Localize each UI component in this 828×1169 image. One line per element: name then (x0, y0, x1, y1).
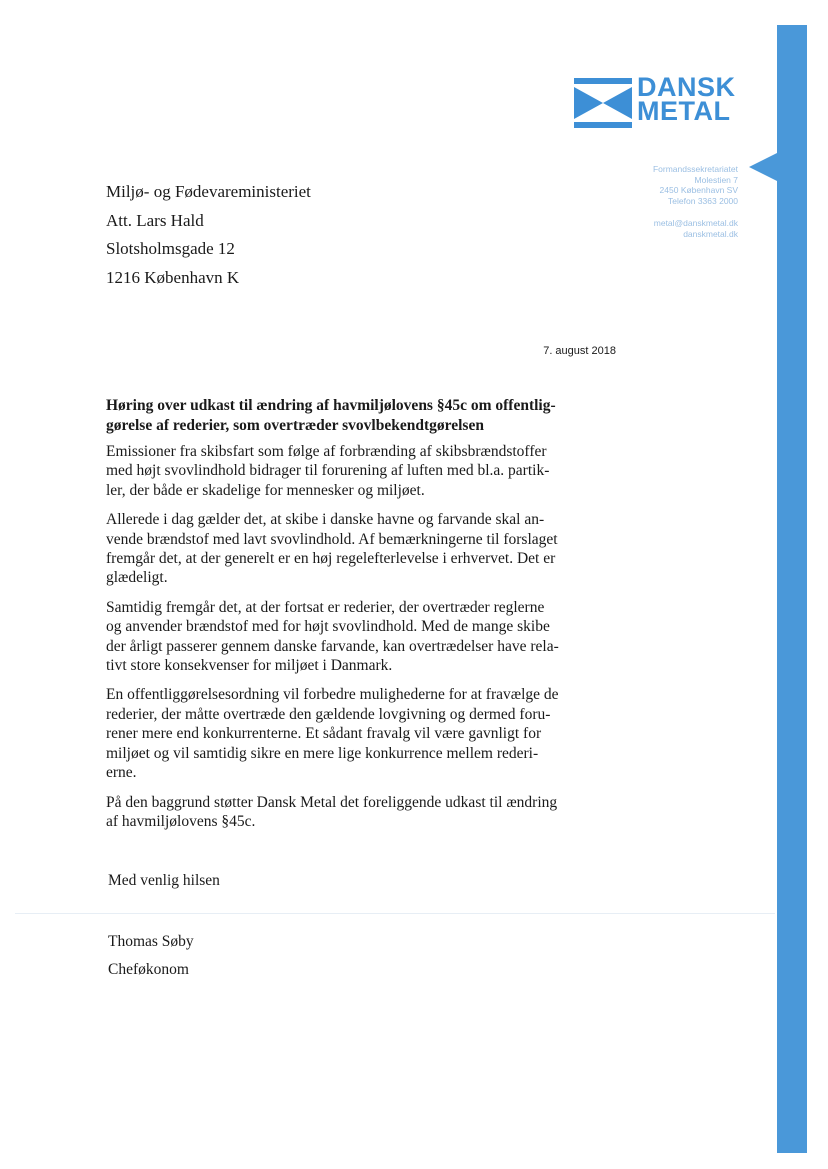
recipient-line: Miljø- og Fødevareministeriet (106, 182, 311, 201)
body-paragraph (106, 442, 618, 500)
signer-title: Cheføkonom (108, 961, 189, 978)
body-paragraph (106, 793, 618, 832)
logo-emblem-icon (574, 78, 632, 128)
body-line: med højt svovlindhold bidrager til forurening af luften med bl.a. partik- (106, 462, 550, 480)
body-line: Emissioner fra skibsfart som følge af forbrænding af skibsbrændstoffer (106, 443, 547, 460)
signature-divider (15, 913, 775, 914)
signer-block (108, 928, 194, 984)
body-line: miljøet og vil samtidig sikre en mere lige konkurrence mellem rederi- (106, 744, 539, 762)
side-bar-notch (749, 153, 777, 181)
dansk-metal-logo (574, 72, 744, 130)
recipient-line: Slotsholmsgade 12 (106, 239, 235, 258)
sender-address (653, 164, 738, 239)
recipient-line: 1216 København K (106, 267, 240, 287)
sender-email: metal@danskmetal.dk (653, 218, 738, 228)
body-line: rederier, der måtte overtræde den gældende lovgivning og dermed foru- (106, 705, 551, 723)
body-paragraph (106, 685, 618, 782)
body-line: erne. (106, 764, 137, 782)
letter-date: 7. august 2018 (543, 345, 616, 357)
subject-line: gørelse af rederier, som overtræder svovlbekendtgørelsen (106, 417, 484, 434)
logo-wordmark (637, 72, 736, 126)
body-line: En offentliggørelsesordning vil forbedre mulighederne for at fravælge de (106, 686, 559, 704)
sender-street: Molestien 7 (694, 174, 738, 185)
subject-line: Høring over udkast til ændring af havmiljølovens §45c om offentlig- (106, 397, 556, 414)
body-paragraph (106, 510, 618, 588)
body-line: tivt store konsekvenser for miljøet i Danmark. (106, 657, 393, 675)
closing-salutation: Med venlig hilsen (108, 872, 220, 889)
body-line: og anvender brændstof med for højt svovlindhold. Med de mange skibe (106, 618, 550, 636)
body-line: På den baggrund støtter Dansk Metal det foreliggende udkast til ændring (106, 793, 558, 811)
sender-phone: Telefon 3363 2000 (668, 195, 738, 206)
body-line: glædeligt. (106, 569, 168, 587)
body-line: Samtidig fremgår det, at der fortsat er rederier, der overtræder reglerne (106, 598, 545, 616)
recipient-address (106, 178, 311, 292)
letter-body (106, 442, 618, 841)
body-line: Allerede i dag gælder det, at skibe i danske havne og farvande skal an- (106, 511, 545, 529)
body-line: ler, der både er skadelige for mennesker og miljøet. (106, 481, 425, 499)
sender-department: Formandssekretariatet (652, 164, 738, 174)
body-line: vende brændstof med lavt svovlindhold. Af bemærkningerne til forslaget (106, 530, 558, 548)
decorative-side-bar (777, 25, 807, 1153)
recipient-line: Att. Lars Hald (106, 210, 204, 230)
body-line: rener mere end konkurrenterne. Et sådant fravalg vil være gavnligt for (106, 725, 542, 743)
body-line: fremgår det, at der generelt er en høj regelefterlevelse i erhvervet. Det er (106, 550, 556, 568)
body-line: af havmiljølovens §45c. (106, 812, 256, 830)
logo-text-line1: DANSK (637, 72, 736, 102)
sender-city: 2450 København SV (659, 185, 738, 195)
signer-name: Thomas Søby (108, 933, 194, 950)
sender-website: danskmetal.dk (683, 228, 738, 239)
logo-text-line2: METAL (637, 96, 731, 126)
body-line: der årligt passerer gennem danske farvande, kan overtrædelser have rela- (106, 637, 559, 655)
body-paragraph (106, 598, 618, 676)
letter-subject (106, 396, 618, 436)
